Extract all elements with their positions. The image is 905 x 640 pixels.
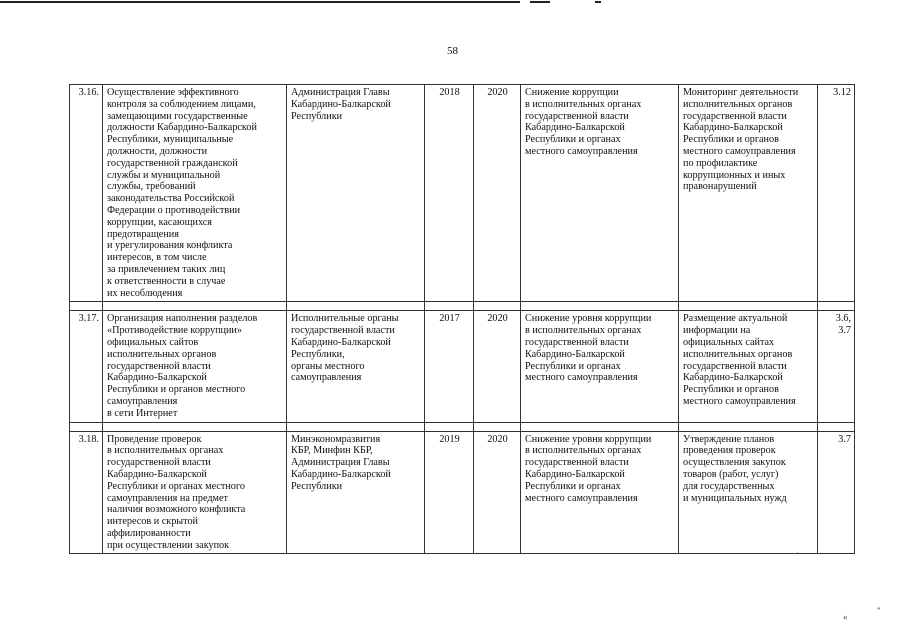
cell-line: 3.7 bbox=[838, 433, 851, 445]
expected-result-cell bbox=[521, 311, 679, 422]
reference-cell bbox=[818, 85, 855, 302]
cell-line: Организация наполнения разделов bbox=[107, 313, 258, 325]
cell-line: «Противодействие коррупции» bbox=[107, 325, 242, 337]
cell-line: интересов, в том числе bbox=[107, 252, 207, 264]
cell-line: службы и муниципальной bbox=[107, 169, 221, 181]
cell-line: наличия возможного конфликта bbox=[107, 504, 246, 516]
cell-line: Кабардино-Балкарской bbox=[525, 468, 625, 480]
reference-cell bbox=[818, 311, 855, 422]
action-cell bbox=[103, 311, 287, 422]
cell-line: должности Кабардино-Балкарской bbox=[107, 122, 257, 134]
cell-line: Снижение уровня коррупции bbox=[525, 433, 652, 445]
cell-line: Республики и органах bbox=[525, 480, 621, 492]
cell-line: государственной власти bbox=[107, 457, 211, 469]
cell-line: за привлечением таких лиц bbox=[107, 263, 226, 275]
start-year-cell: 2017 bbox=[425, 311, 474, 422]
cell-line: 3.12 bbox=[833, 87, 851, 98]
executor-cell bbox=[287, 85, 425, 302]
scan-artifact: « bbox=[843, 612, 848, 622]
cell-line: осуществления закупок bbox=[683, 457, 786, 469]
table-row bbox=[70, 431, 855, 554]
end-year-cell: 2020 bbox=[474, 85, 521, 302]
cell-line: Республики bbox=[291, 480, 343, 492]
cell-line: правонарушений bbox=[683, 181, 757, 193]
cell-line: Осуществление эффективного bbox=[107, 87, 239, 98]
cell-line: 3.7 bbox=[838, 325, 851, 337]
cell-line: государственной власти bbox=[683, 110, 787, 122]
cell-line: Кабардино-Балкарской bbox=[291, 468, 391, 480]
cell-line: Республики, bbox=[291, 348, 345, 360]
cell-line: при осуществлении закупок bbox=[107, 539, 230, 551]
item-number: 3.18. bbox=[70, 431, 103, 554]
cell-line: Мониторинг деятельности bbox=[683, 87, 799, 98]
cell-line: местного самоуправления bbox=[683, 395, 796, 407]
cell-line: Кабардино-Балкарской bbox=[525, 348, 625, 360]
cell-line: местного самоуправления bbox=[525, 145, 638, 157]
cell-line: государственной власти bbox=[525, 110, 629, 122]
cell-line: Кабардино-Балкарской bbox=[107, 468, 207, 480]
cell-line: исполнительных органов bbox=[683, 348, 793, 360]
cell-line: официальных сайтов bbox=[107, 336, 199, 348]
cell-line: государственной власти bbox=[291, 325, 395, 337]
cell-line: и урегулирования конфликта bbox=[107, 240, 233, 252]
cell-line: Кабардино-Балкарской bbox=[525, 122, 625, 134]
table-row bbox=[70, 311, 855, 422]
cell-line: Исполнительные органы bbox=[291, 313, 399, 325]
cell-line: их несоблюдения bbox=[107, 287, 183, 299]
executor-cell bbox=[287, 431, 425, 554]
cell-line: самоуправления bbox=[107, 395, 178, 407]
expected-result-cell bbox=[521, 431, 679, 554]
action-cell bbox=[103, 431, 287, 554]
cell-line: местного самоуправления bbox=[525, 492, 638, 504]
cell-line: официальных сайтах bbox=[683, 336, 775, 348]
cell-line: Республики, муниципальные bbox=[107, 134, 234, 146]
item-number: 3.17. bbox=[70, 311, 103, 422]
cell-line: Утверждение планов bbox=[683, 433, 775, 445]
cell-line: в исполнительных органах bbox=[525, 98, 642, 110]
cell-line: контроля за соблюдением лицами, bbox=[107, 98, 256, 110]
page-number: 58 bbox=[447, 45, 458, 57]
cell-line: Республики и органов bbox=[683, 134, 779, 146]
cell-line: в исполнительных органах bbox=[107, 445, 224, 457]
scan-artifact: . bbox=[797, 549, 799, 555]
cell-line: Республики bbox=[291, 110, 343, 122]
cell-line: самоуправления на предмет bbox=[107, 492, 228, 504]
cell-line: органы местного bbox=[291, 360, 365, 372]
cell-line: Кабардино-Балкарской bbox=[107, 372, 207, 384]
cell-line: государственной власти bbox=[525, 336, 629, 348]
cell-line: государственной власти bbox=[683, 360, 787, 372]
scan-top-edge bbox=[0, 0, 905, 4]
cell-line: в сети Интернет bbox=[107, 407, 178, 419]
cell-line: Республики и органов bbox=[683, 384, 779, 396]
cell-line: проведения проверок bbox=[683, 445, 776, 457]
cell-line: Проведение проверок bbox=[107, 433, 202, 445]
cell-line: Кабардино-Балкарской bbox=[291, 336, 391, 348]
cell-line: Снижение уровня коррупции bbox=[525, 313, 652, 325]
cell-line: местного самоуправления bbox=[525, 372, 638, 384]
cell-line: государственной власти bbox=[107, 360, 211, 372]
cell-line: должности, должности bbox=[107, 145, 208, 157]
cell-line: в исполнительных органах bbox=[525, 445, 642, 457]
cell-line: Кабардино-Балкарской bbox=[683, 122, 783, 134]
cell-line: Республики и органах bbox=[525, 360, 621, 372]
action-cell bbox=[103, 85, 287, 302]
end-year-cell: 2020 bbox=[474, 311, 521, 422]
cell-line: коррупционных и иных bbox=[683, 169, 786, 181]
cell-line: 3.6, bbox=[835, 313, 851, 325]
cell-line: государственной гражданской bbox=[107, 157, 238, 169]
cell-line: и муниципальных нужд bbox=[683, 492, 787, 504]
cell-line: к ответственности в случае bbox=[107, 275, 226, 287]
cell-line: замещающими государственные bbox=[107, 110, 248, 122]
row-separator bbox=[70, 422, 855, 431]
end-year-cell: 2020 bbox=[474, 431, 521, 554]
cell-line: Республики и органах bbox=[525, 134, 621, 146]
cell-line: исполнительных органов bbox=[107, 348, 217, 360]
cell-line: в исполнительных органах bbox=[525, 325, 642, 337]
cell-line: Минэкономразвития bbox=[291, 433, 381, 445]
cell-line: КБР, Минфин КБР, bbox=[291, 445, 373, 457]
cell-line: для государственных bbox=[683, 480, 775, 492]
cell-line: службы, требований bbox=[107, 181, 196, 193]
indicator-cell bbox=[679, 431, 818, 554]
row-separator bbox=[70, 302, 855, 311]
cell-line: по профилактике bbox=[683, 157, 758, 169]
cell-line: государственной власти bbox=[525, 457, 629, 469]
cell-line: Республики и органов местного bbox=[107, 384, 246, 396]
cell-line: исполнительных органов bbox=[683, 98, 793, 110]
cell-line: Кабардино-Балкарской bbox=[683, 372, 783, 384]
executor-cell bbox=[287, 311, 425, 422]
cell-line: коррупции, касающихся bbox=[107, 216, 212, 228]
cell-line: Снижение коррупции bbox=[525, 87, 619, 98]
cell-line: самоуправления bbox=[291, 372, 362, 384]
cell-line: аффилированности bbox=[107, 527, 191, 539]
reference-cell bbox=[818, 431, 855, 554]
scan-artifact: " bbox=[877, 606, 881, 616]
cell-line: Федерации о противодействии bbox=[107, 204, 241, 216]
item-number: 3.16. bbox=[70, 85, 103, 302]
cell-line: Кабардино-Балкарской bbox=[291, 98, 391, 110]
cell-line: информации на bbox=[683, 325, 751, 337]
table-row bbox=[70, 85, 855, 302]
cell-line: Администрация Главы bbox=[291, 87, 390, 98]
cell-line: предотвращения bbox=[107, 228, 179, 240]
start-year-cell: 2018 bbox=[425, 85, 474, 302]
expected-result-cell bbox=[521, 85, 679, 302]
cell-line: законодательства Российской bbox=[107, 193, 235, 205]
indicator-cell bbox=[679, 85, 818, 302]
cell-line: товаров (работ, услуг) bbox=[683, 468, 779, 480]
cell-line: Республики и органах местного bbox=[107, 480, 245, 492]
cell-line: интересов и скрытой bbox=[107, 516, 198, 528]
start-year-cell: 2019 bbox=[425, 431, 474, 554]
cell-line: местного самоуправления bbox=[683, 145, 796, 157]
action-plan-table bbox=[69, 84, 855, 554]
indicator-cell bbox=[679, 311, 818, 422]
cell-line: Администрация Главы bbox=[291, 457, 390, 469]
cell-line: Размещение актуальной bbox=[683, 313, 788, 325]
